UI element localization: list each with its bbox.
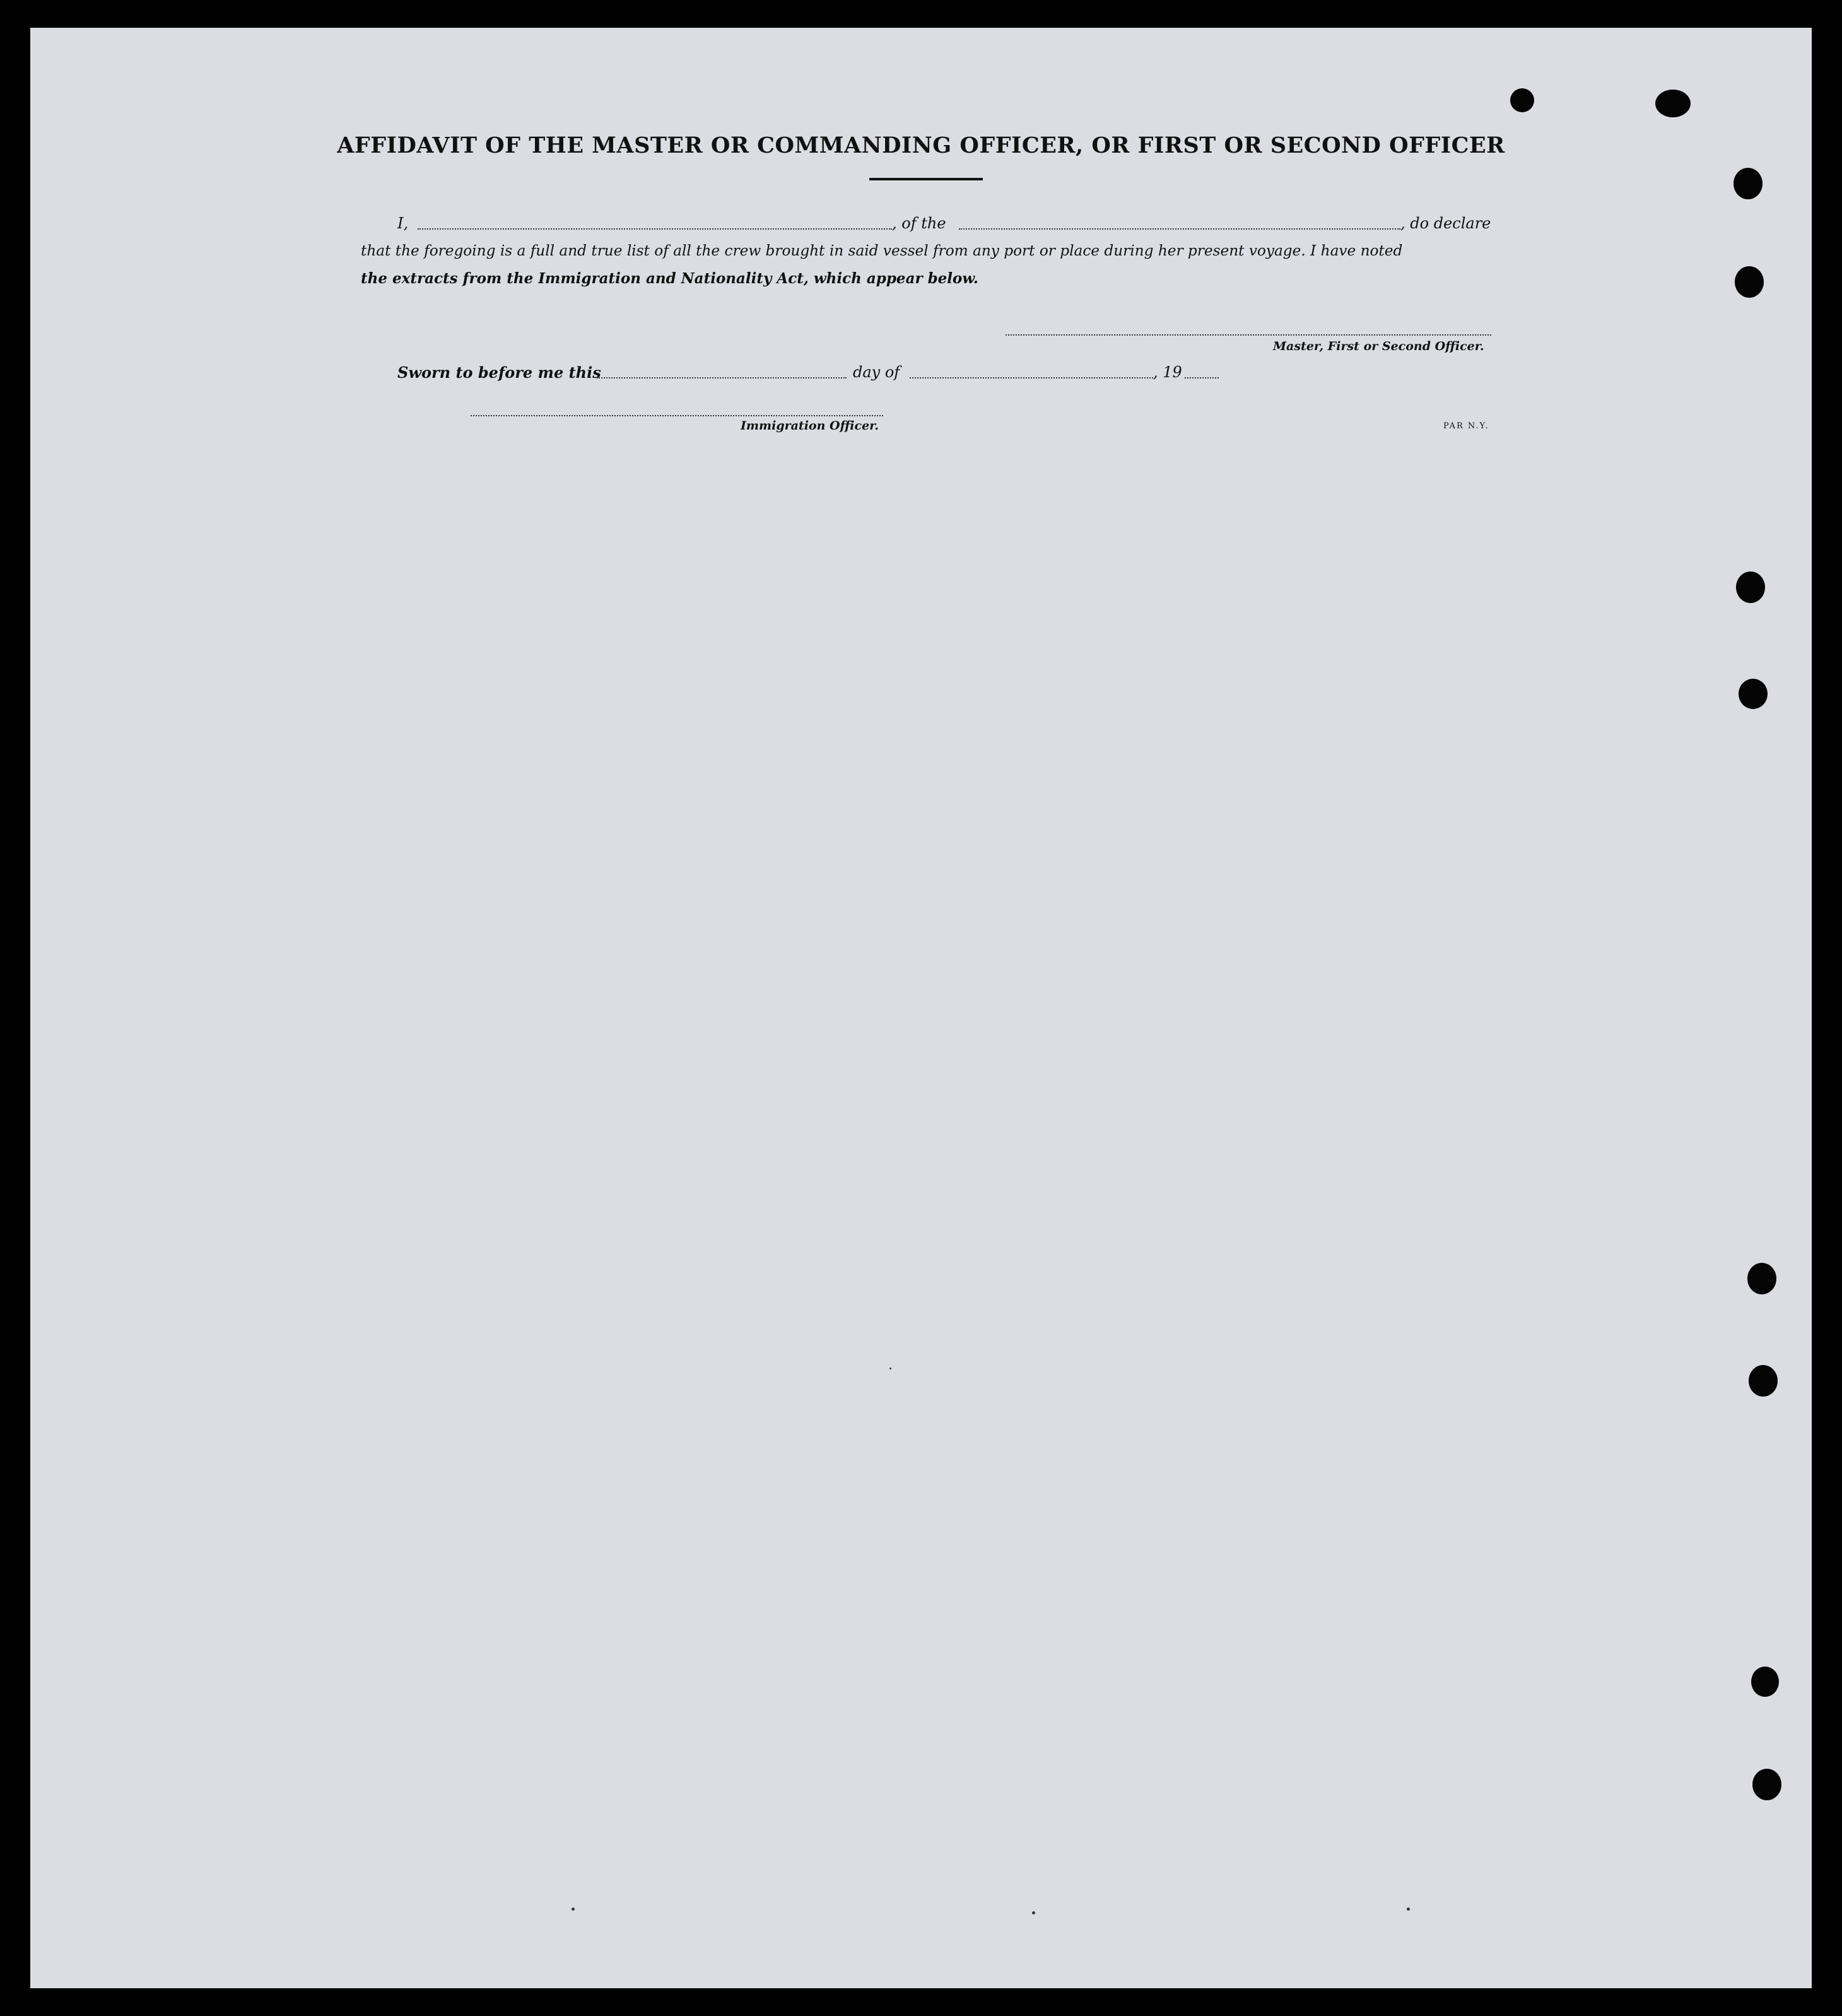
paper-speck (1032, 1911, 1035, 1914)
vessel-blank[interactable] (959, 228, 1400, 230)
master-signature-label: Master, First or Second Officer. (1273, 339, 1484, 353)
punch-hole (1735, 266, 1764, 298)
punch-hole (1736, 571, 1765, 603)
punch-hole (1510, 88, 1534, 112)
punch-hole (1751, 1667, 1779, 1697)
affidavit-title: AFFIDAVIT OF THE MASTER OR COMMANDING OFFICER, OR FIRST OR SECOND OFFICER (337, 132, 1505, 158)
punch-hole (1733, 168, 1763, 199)
punch-hole (1655, 90, 1691, 117)
sworn-day-blank[interactable] (597, 377, 847, 378)
name-blank[interactable] (418, 228, 892, 230)
document-page (30, 28, 1812, 1988)
printer-mark: PAR N.Y. (1443, 421, 1489, 431)
of-the-label: , of the (892, 214, 946, 232)
pronoun-i-label: I, (397, 214, 409, 232)
day-of-label: day of (853, 363, 900, 381)
declaration-line-2: that the foregoing is a full and true list of all the crew brought in said vessel from any port or place during her present voyage. I have noted (361, 242, 1403, 259)
immigration-officer-label: Immigration Officer. (741, 419, 879, 433)
title-underline (869, 178, 983, 180)
year-blank[interactable] (1185, 377, 1219, 378)
sworn-label: Sworn to before me this (397, 363, 601, 382)
punch-hole (1749, 1365, 1778, 1397)
paper-speck (572, 1908, 575, 1911)
year-label: , 19 (1153, 363, 1182, 381)
punch-hole (1752, 1769, 1781, 1800)
punch-hole (1739, 679, 1768, 709)
paper-speck (889, 1368, 891, 1369)
sworn-month-blank[interactable] (910, 377, 1153, 378)
declaration-line-3: the extracts from the Immigration and Nationality Act, which appear below. (361, 270, 978, 287)
punch-hole (1747, 1263, 1776, 1294)
master-signature-blank[interactable] (1006, 334, 1491, 336)
do-declare-label: , do declare (1400, 214, 1491, 232)
immigration-officer-signature-blank[interactable] (471, 415, 883, 416)
paper-speck (1407, 1908, 1410, 1911)
